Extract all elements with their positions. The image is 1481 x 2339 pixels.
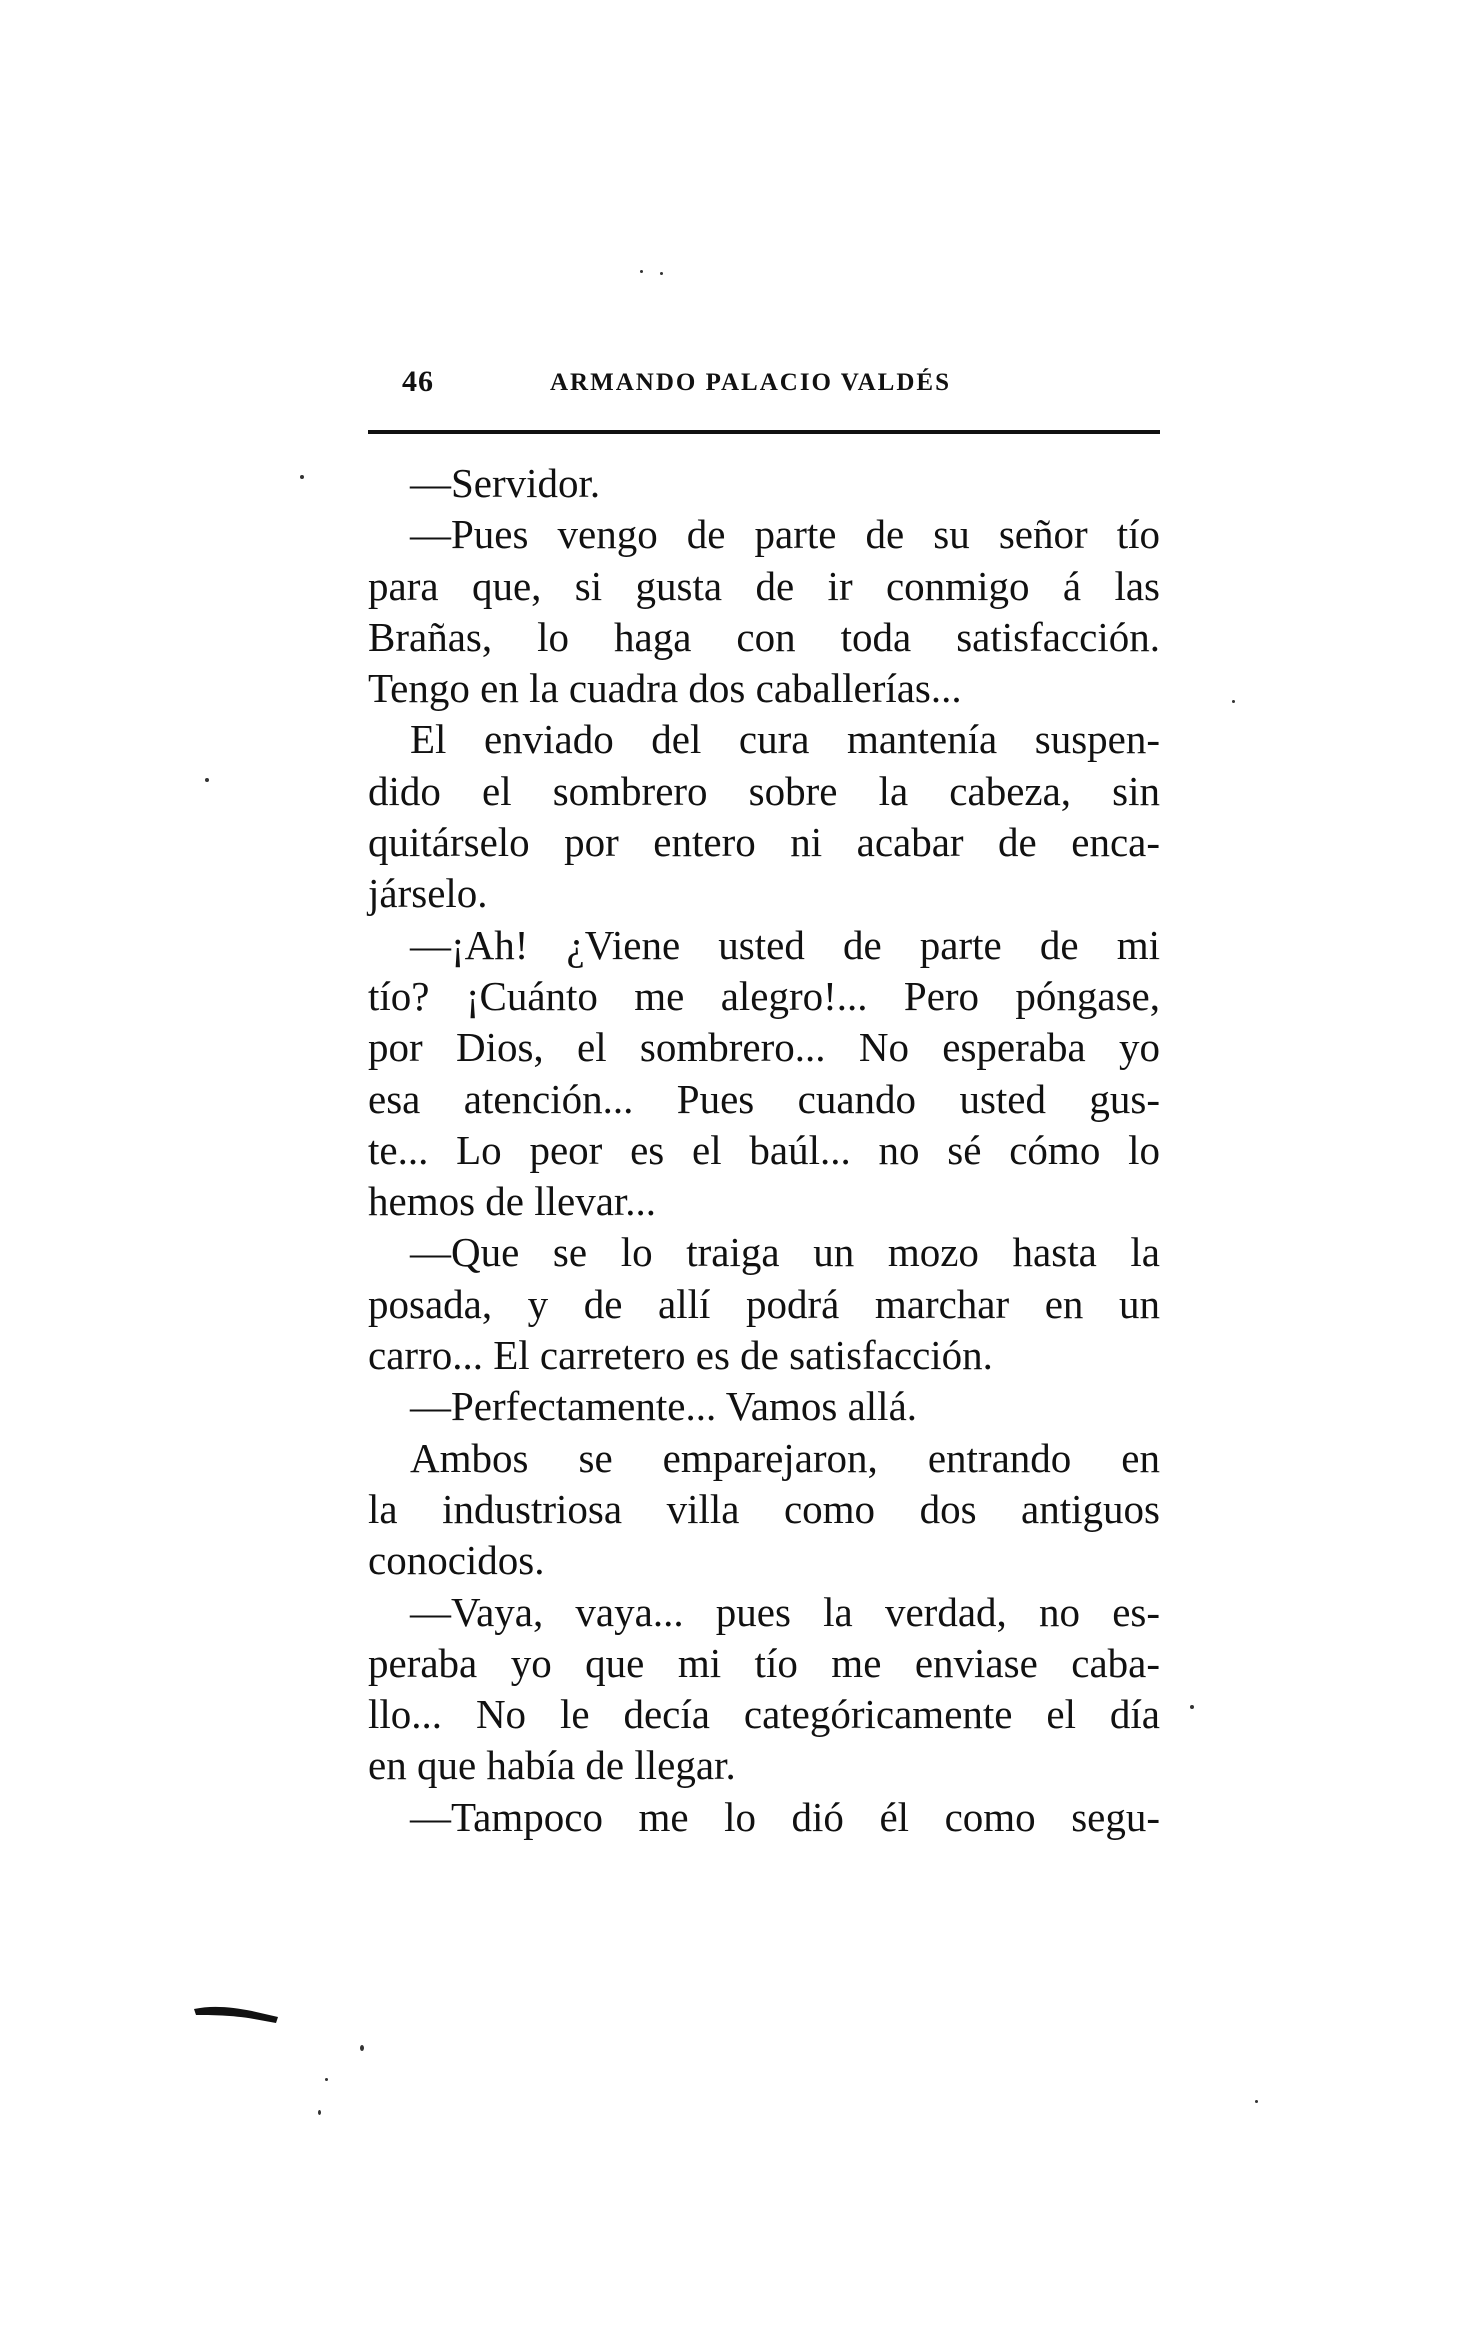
ink-smudge (192, 2003, 282, 2025)
text-line: hemos de llevar... (368, 1178, 657, 1225)
text-line: Tengo en la cuadra dos caballerías... (368, 665, 962, 712)
text-line: te... Lo peor es el baúl... no sé cómo lo (368, 1126, 1160, 1173)
text-line: conocidos. (368, 1537, 545, 1584)
page-header (368, 365, 1160, 415)
text-line: esa atención... Pues cuando usted gus- (368, 1075, 1160, 1122)
dust-speck (660, 272, 663, 275)
text-line: llo... No le decía categóricamente el día (368, 1691, 1160, 1738)
text-line: —Servidor. (410, 460, 601, 506)
dust-speck (1190, 1705, 1194, 1709)
dust-speck (318, 2110, 321, 2115)
dust-speck (360, 2045, 364, 2051)
text-line: Ambos se emparejaron, entrando en (410, 1434, 1160, 1481)
text-line: —Perfectamente... Vamos allá. (410, 1383, 918, 1430)
text-line: carro... El carretero es de satisfacción. (368, 1332, 993, 1379)
text-line: dido el sombrero sobre la cabeza, sin (368, 767, 1160, 814)
text-line: en que había de llegar. (368, 1742, 736, 1789)
dust-speck (300, 475, 304, 479)
text-line: posada, y de allí podrá marchar en un (368, 1280, 1160, 1327)
text-line: tío? ¡Cuánto me alegro!... Pero póngase, (368, 972, 1160, 1019)
text-line: quitárselo por entero ni acabar de enca- (368, 819, 1160, 866)
text-line: —¡Ah! ¿Viene usted de parte de mi (410, 921, 1160, 968)
text-line: El enviado del cura mantenía suspen- (410, 716, 1160, 763)
text-line: —Tampoco me lo dió él como segu- (410, 1793, 1160, 1840)
dust-speck (1255, 2100, 1258, 2103)
text-line: Brañas, lo haga con toda satisfacción. (368, 613, 1160, 660)
dust-speck (205, 778, 209, 782)
running-head: ARMANDO PALACIO VALDÉS (550, 369, 951, 396)
dust-speck (1232, 700, 1235, 703)
header-rule (368, 430, 1160, 434)
text-line: járselo. (368, 870, 488, 917)
dust-speck (325, 2078, 328, 2081)
text-line: —Que se lo traiga un mozo hasta la (410, 1229, 1160, 1276)
dust-speck (640, 270, 643, 273)
text-line: la industriosa villa como dos antiguos (368, 1485, 1160, 1532)
text-line: para que, si gusta de ir conmigo á las (368, 562, 1160, 609)
text-line: por Dios, el sombrero... No esperaba yo (368, 1024, 1160, 1071)
body-text (368, 458, 1160, 1843)
text-line: —Vaya, vaya... pues la verdad, no es- (410, 1588, 1160, 1635)
page-number: 46 (402, 365, 434, 398)
text-line: —Pues vengo de parte de su señor tío (410, 511, 1160, 558)
text-line: peraba yo que mi tío me enviase caba- (368, 1639, 1160, 1686)
